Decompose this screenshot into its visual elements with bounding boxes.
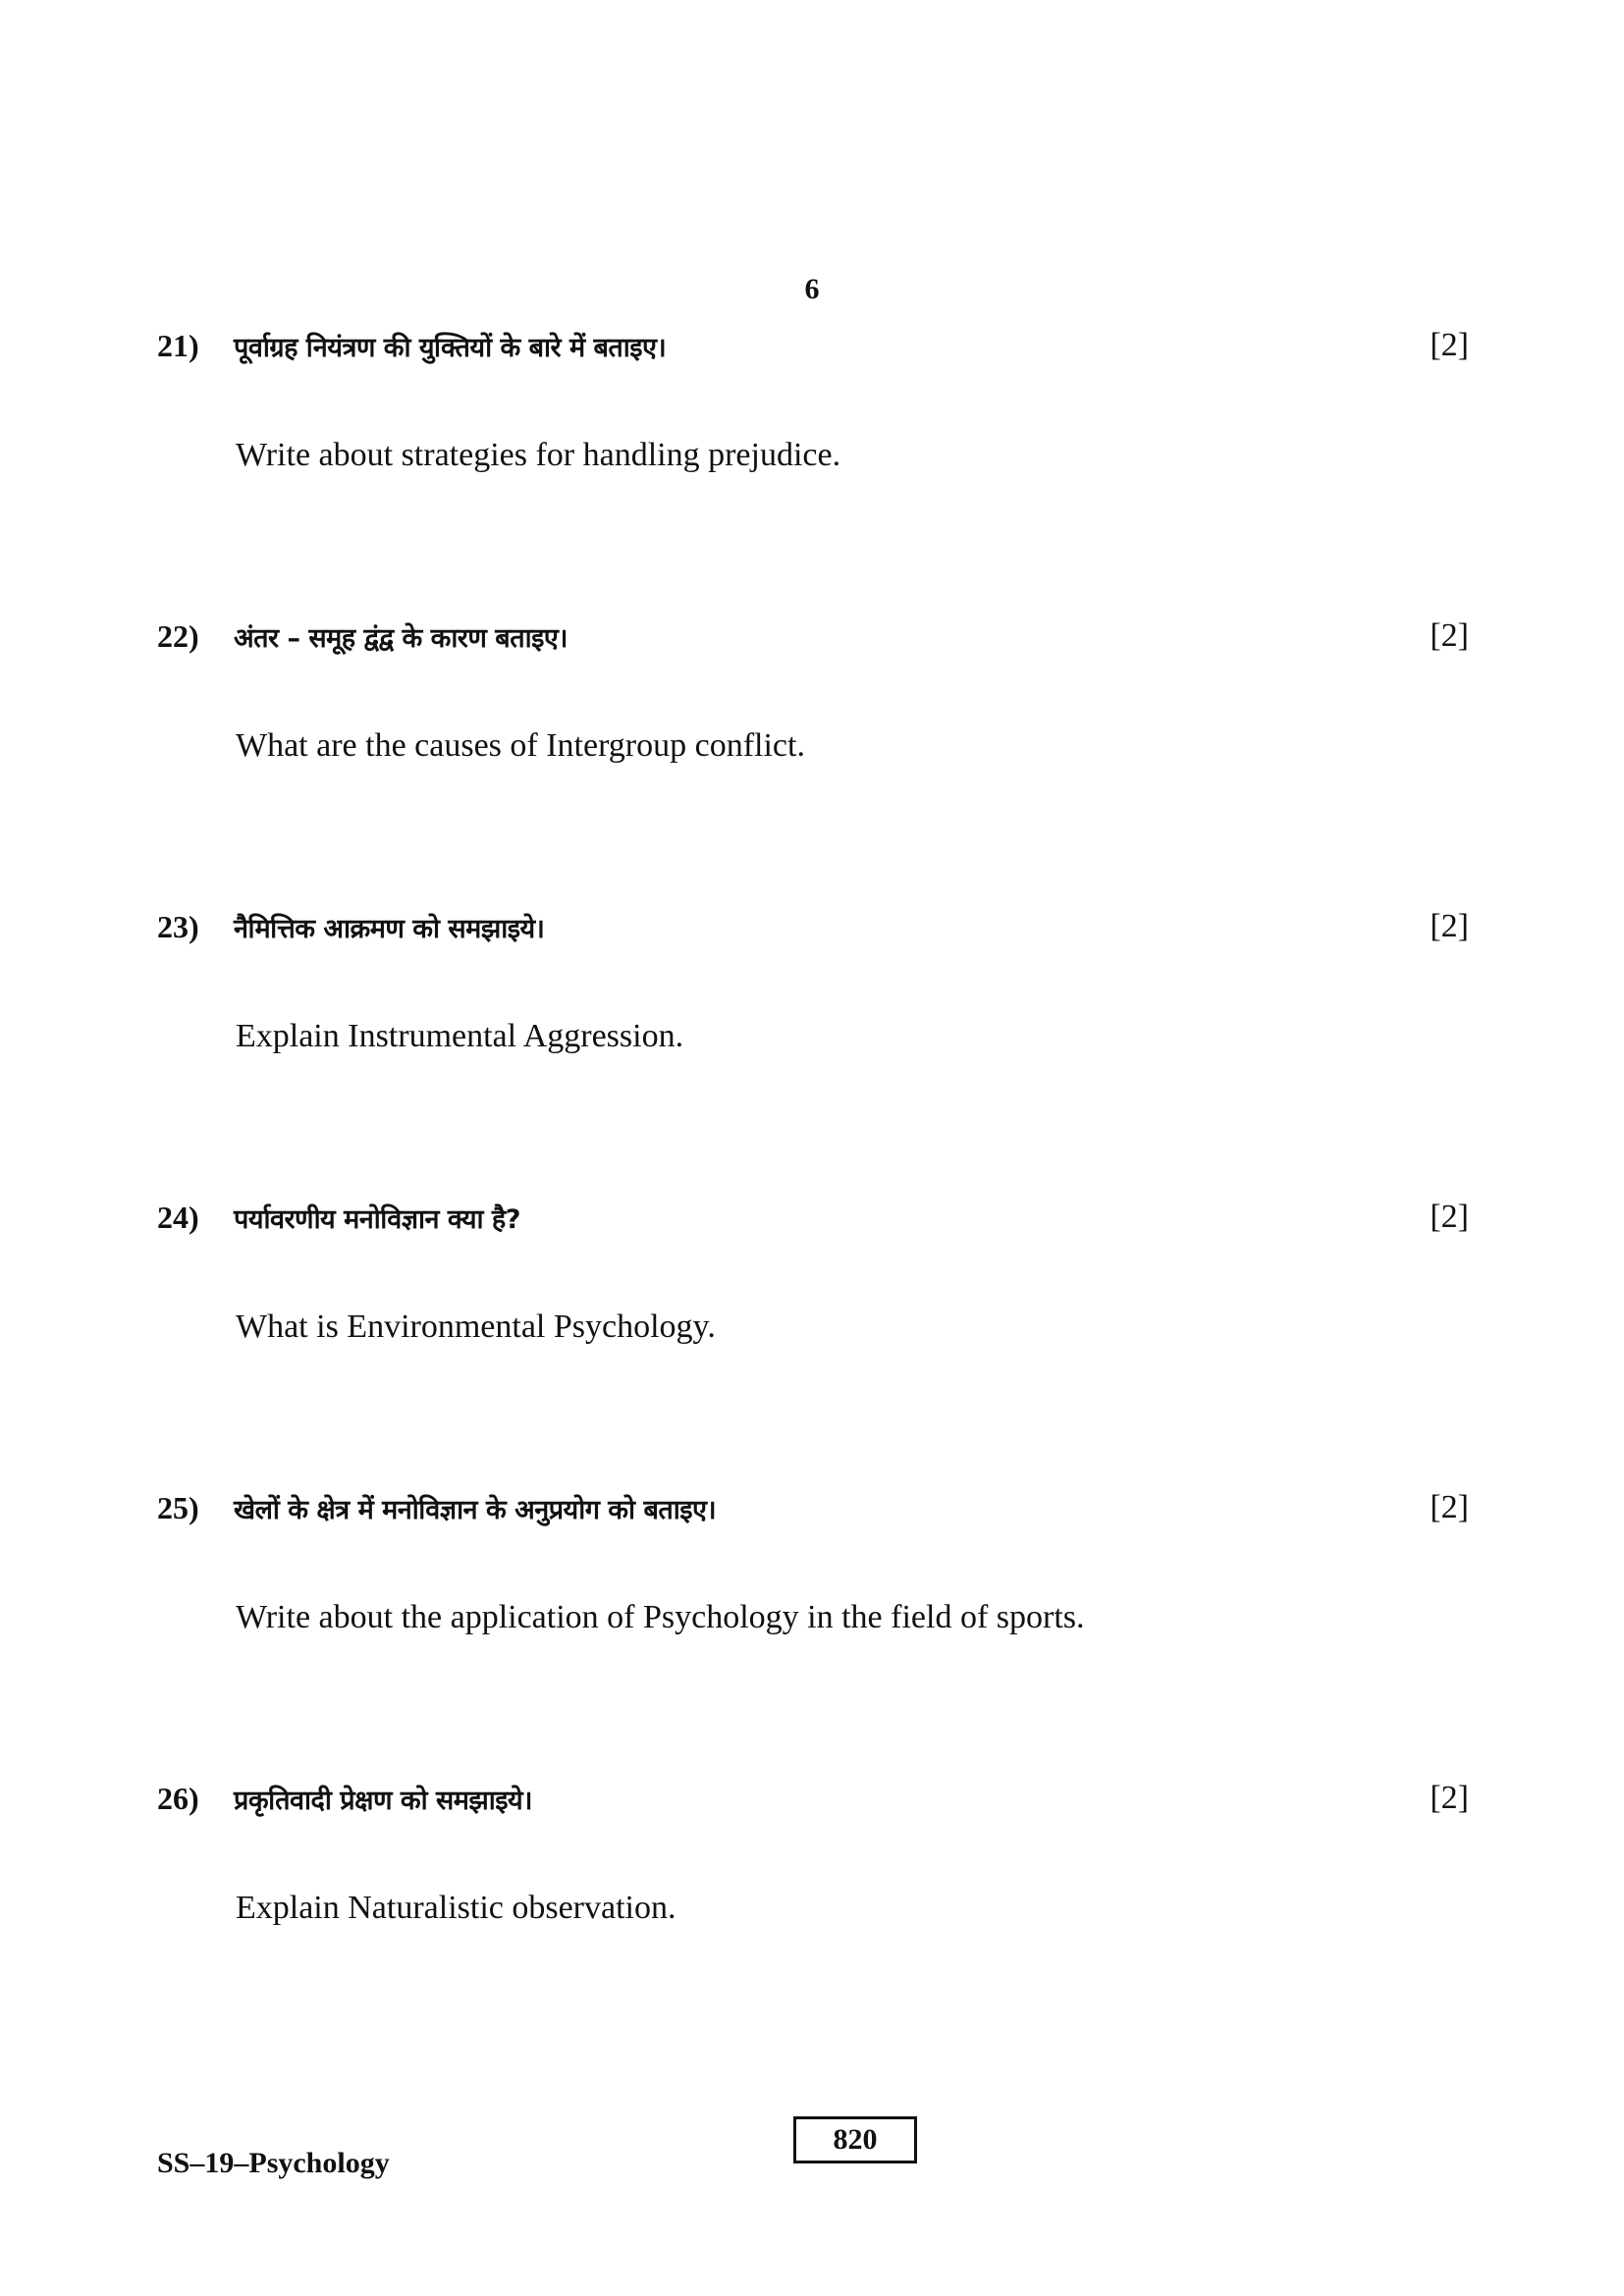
question-number: 21)	[157, 327, 199, 363]
page-number-text: 6	[804, 273, 820, 305]
question-heading	[157, 324, 1473, 367]
question-marks: [2]	[1430, 908, 1469, 944]
question-25	[0, 1486, 1624, 1722]
question-text-english: Explain Instrumental Aggression.	[236, 1018, 684, 1054]
question-text-english: Write about strategies for handling prejudice.	[236, 437, 841, 473]
question-22	[0, 614, 1624, 850]
question-text-hindi: नैमित्तिक आक्रमण को समझाइये।	[234, 913, 545, 944]
question-26	[0, 1777, 1624, 2012]
question-text-english: Write about the application of Psychology in the field of sports.	[236, 1599, 1085, 1635]
question-text-english: What is Environmental Psychology.	[236, 1308, 716, 1345]
question-heading	[157, 1196, 1473, 1239]
question-text-english: Explain Naturalistic observation.	[236, 1890, 677, 1926]
question-marks: [2]	[1430, 617, 1469, 654]
question-23	[0, 905, 1624, 1141]
page-number	[0, 273, 1624, 306]
question-heading	[157, 905, 1473, 948]
question-marks: [2]	[1430, 1199, 1469, 1235]
question-24	[0, 1196, 1624, 1431]
question-marks: [2]	[1430, 1780, 1469, 1816]
question-heading	[157, 1777, 1473, 1820]
question-text-hindi: अंतर – समूह द्वंद्व के कारण बताइए।	[234, 622, 568, 654]
question-number: 22)	[157, 617, 199, 654]
question-number: 25)	[157, 1489, 199, 1525]
paper-code: SS–19–Psychology	[157, 2147, 390, 2179]
page-code-box: 820	[793, 2116, 917, 2163]
question-text-english: What are the causes of Intergroup conflict.	[236, 727, 805, 764]
question-heading	[157, 614, 1473, 658]
question-text-hindi: प्रकृतिवादी प्रेक्षण को समझाइये।	[234, 1785, 532, 1816]
question-heading	[157, 1486, 1473, 1529]
question-text-hindi: पूर्वाग्रह नियंत्रण की युक्तियों के बारे में बताइए।	[234, 332, 667, 363]
question-marks: [2]	[1430, 1489, 1469, 1525]
question-number: 23)	[157, 908, 199, 944]
question-text-hindi: पर्यावरणीय मनोविज्ञान क्या है?	[234, 1203, 520, 1235]
question-number: 24)	[157, 1199, 199, 1235]
question-text-hindi: खेलों के क्षेत्र में मनोविज्ञान के अनुप्रयोग को बताइए।	[234, 1494, 717, 1525]
question-marks: [2]	[1430, 327, 1469, 363]
question-number: 26)	[157, 1780, 199, 1816]
question-21	[0, 324, 1624, 560]
